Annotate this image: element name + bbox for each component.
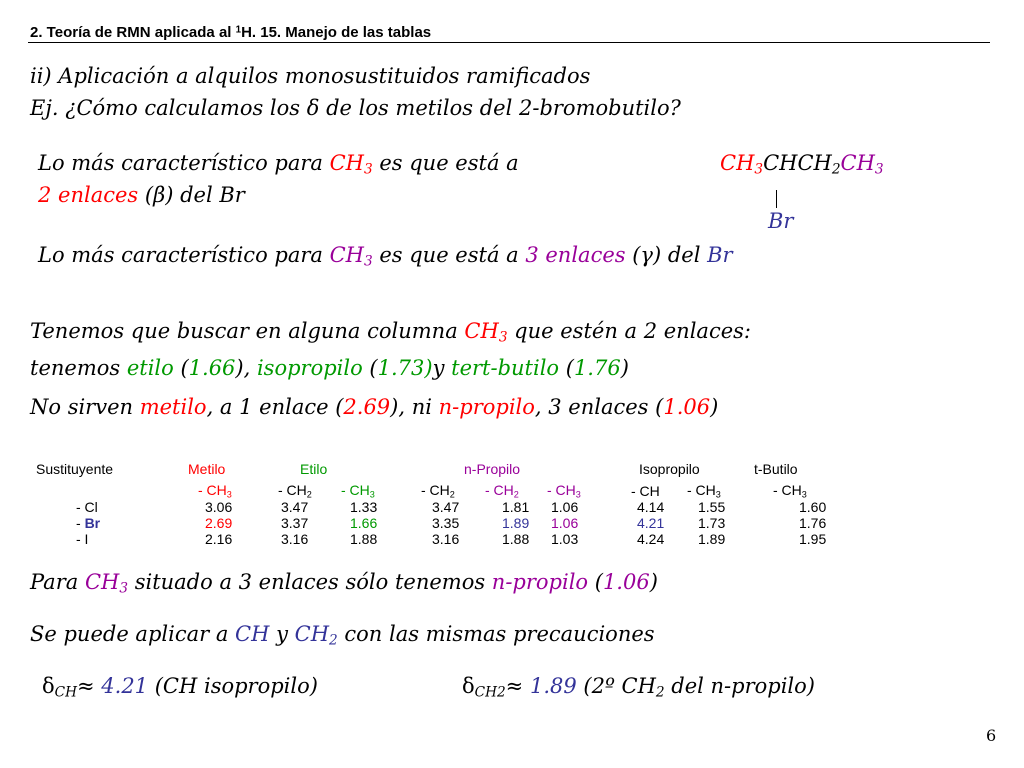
subheader-cell: - $CH_2$ [421,482,455,500]
value-cell: 3.35 [432,515,460,532]
col-header: Isopropilo [639,461,700,477]
value-cell: 1.76 [799,515,827,532]
table-row [36,499,826,515]
question-line: Ej. ¿Cómo calculamos los δ de los metilos del 2-bromobutilo? [30,96,681,120]
subheader-cell: - $CH_3$ [773,482,807,500]
value-cell: 1.06 [551,499,579,516]
subheader-cell: - CH [631,482,660,499]
subheader-cell: - $CH_3$ [547,482,581,500]
molecule-bond [776,190,777,208]
value-cell: 1.89 [502,515,530,532]
value-cell: 1.89 [698,531,726,548]
exclusions-line: No sirven metilo, a 1 enlace (2.69), ni n-propilo, 3 enlaces (1.06) [30,395,719,419]
col-header: n-Propilo [464,461,521,477]
value-cell: 1.06 [551,515,579,532]
table-row [36,531,826,547]
value-cell: 1.03 [551,531,579,548]
value-cell: 3.06 [205,499,233,516]
value-cell: 4.21 [637,515,665,532]
value-cell: 1.55 [698,499,726,516]
delta-ch-line: $\delta_{CH}\approx 4.21$ (CH isopropilo) [42,674,318,701]
conclusion-line: Para $CH_3$ situado a 3 enlaces sólo tenemos n-propilo (1.06) [30,570,658,597]
col-header: Etilo [300,461,328,477]
value-cell: 3.47 [281,499,309,516]
value-cell: 3.47 [432,499,460,516]
page-number: 6 [986,726,997,745]
value-cell: 3.16 [281,531,309,548]
value-cell: 2.69 [205,515,233,532]
search-line: Tenemos que buscar en alguna columna $CH_3$ que estén a 2 enlaces: [30,319,751,346]
col-header: Sustituyente [36,461,114,477]
slide-header: 2. Teoría de RMN aplicada al $^1$H. 15. Manejo de las tablas [30,24,432,41]
col-header: t-Butilo [754,461,798,477]
value-cell: 1.73 [698,515,726,532]
value-cell: 1.66 [350,515,378,532]
molecule-br: Br [768,209,794,233]
gamma-line: Lo más característico para $CH_3$ es que está a 3 enlaces (γ) del Br [38,243,733,270]
subtitle-line: ii) Aplicación a alquilos monosustituidos ramificados [30,64,591,88]
header-rule [28,42,990,43]
substituent-cell: - I [76,531,89,548]
shift-table-body [36,482,826,547]
col-header: Metilo [188,461,226,477]
table-header-row [36,461,798,477]
value-cell: 1.95 [799,531,827,548]
subheader-cell: - $CH_3$ [687,482,721,500]
beta-line-2: 2 enlaces (β) del Br [38,183,245,207]
precautions-line: Se puede aplicar a CH y $CH_2$ con las mismas precauciones [30,622,655,649]
table-subheader-row [36,482,826,499]
value-cell: 1.88 [350,531,378,548]
delta-ch2-line: $\delta_{CH2}\approx 1.89$ (2º $CH_2$ del n-propilo) [462,674,815,701]
value-cell: 3.16 [432,531,460,548]
subheader-cell: - $CH_3$ [198,482,232,500]
value-cell: 1.81 [502,499,530,516]
value-cell: 1.88 [502,531,530,548]
subheader-cell: - $CH_2$ [278,482,312,500]
value-cell: 1.60 [799,499,827,516]
value-cell: 4.14 [637,499,665,516]
molecule-formula: $CH_3CHCH_2CH_3$ [720,151,884,178]
subheader-cell: - $CH_3$ [341,482,375,500]
value-cell: 1.33 [350,499,378,516]
subheader-cell: - $CH_2$ [485,482,519,500]
table-row [36,515,826,531]
beta-line-1: Lo más característico para $CH_3$ es que está a [38,151,519,178]
substituent-cell: - Br [76,515,101,532]
substituent-cell: - Cl [76,499,98,516]
options-line: tenemos etilo (1.66), isopropilo (1.73)y tert-butilo (1.76) [30,356,629,380]
value-cell: 4.24 [637,531,665,548]
value-cell: 2.16 [205,531,233,548]
shift-table [36,461,798,477]
value-cell: 3.37 [281,515,309,532]
